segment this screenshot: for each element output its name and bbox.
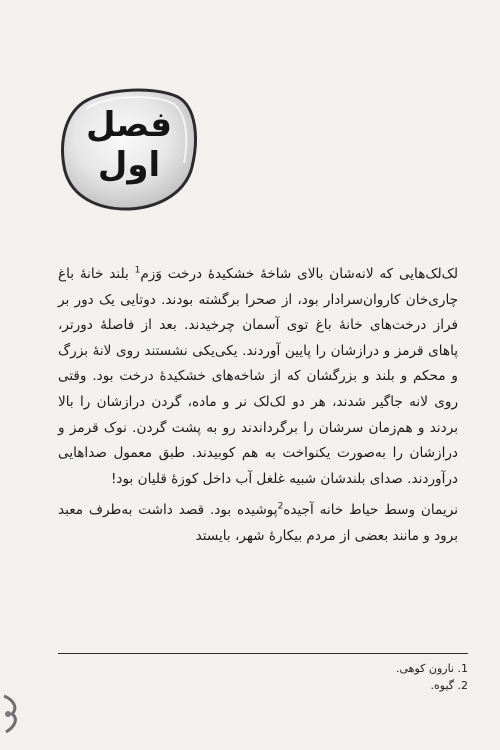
- text-line: بودند. دوتایی یک دور بر فراز درخت‌های خانهٔ باغ توی آسمان: [58, 291, 458, 334]
- text-line: قرمز و درازشان را به‌صورت یکنواخت به هم کوبیدند. طبق: [58, 419, 458, 462]
- chapter-title-line2: اول: [97, 145, 161, 185]
- text-line: بلند خانهٔ باغ چاری‌خان کاروان‌سرادار بود، از صحرا برگشته: [58, 266, 459, 308]
- text-line: آوردند. یکی‌یکی نشستند روی لانهٔ بزرگ و محکم و بلند و: [58, 342, 458, 385]
- text-line: بزرگشان که از شاخه‌های خشکیدهٔ درخت بود. وقتی روی لانه: [58, 368, 459, 410]
- text-line: پوشیده بود. قصد داشت: [138, 502, 278, 519]
- text-line: نریمان وسط حیاط خانه آجیده: [283, 502, 458, 519]
- footnote-1: 1. نارون کوهی.: [396, 662, 468, 675]
- paragraph-1: [58, 262, 458, 492]
- text-line: جاگیر شدند، هر دو لک‌لک نر و ماده، گردن درازشان را بالا: [58, 393, 403, 410]
- text-line: لک‌لک‌هایی که لانه‌شان بالای شاخهٔ خشکیدهٔ درخت وَزم: [140, 266, 458, 282]
- footnote-marker-2: 2: [277, 501, 284, 512]
- text-line: چرخیدند. بعد از فاصلهٔ دورتر، پاهای قرمز و درازشان را پایین: [58, 317, 459, 359]
- footnote-marker-1: 1: [134, 265, 141, 276]
- chapter-title: [58, 105, 200, 185]
- footnotes: [58, 660, 468, 694]
- paragraph-2: [58, 498, 458, 549]
- footnote-divider: [58, 653, 468, 654]
- text-line: به‌طرف معبد برود و مانند بعضی از مردم بیکارهٔ شهر، بایستد: [58, 502, 458, 544]
- publisher-logo-icon: [0, 692, 22, 736]
- chapter-badge: [58, 83, 200, 213]
- footnote-2: 2. گیوه.: [430, 679, 468, 692]
- chapter-title-line1: فصل: [85, 105, 173, 145]
- body-text: [58, 262, 458, 550]
- text-line: بردند و هم‌زمان سرشان را برگرداندند رو به پشت گردن. نوک: [103, 419, 459, 436]
- text-line: معمول صداهایی درآوردند. صدای بلندشان شبیه غلغل آب: [58, 445, 458, 487]
- text-line: داخل کوزهٔ قلیان بود!: [110, 470, 232, 487]
